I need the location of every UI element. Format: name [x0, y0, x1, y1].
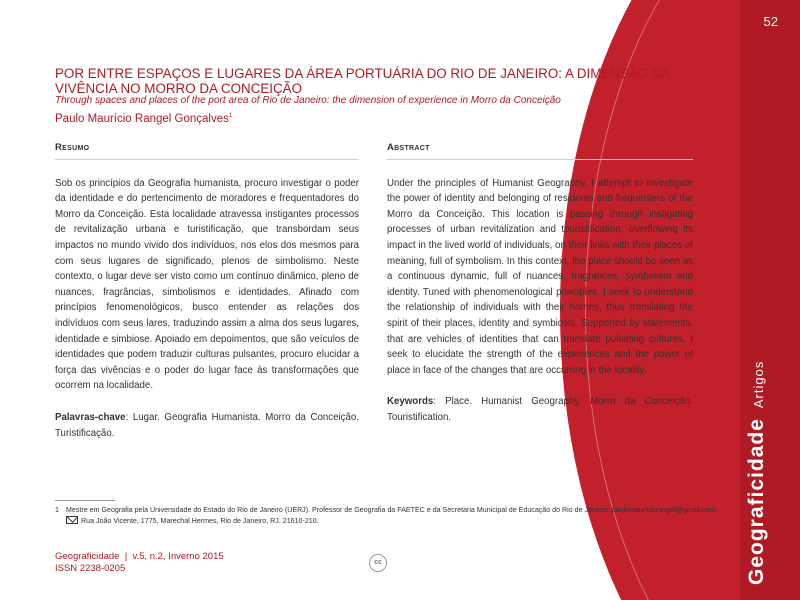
author-text: Paulo Maurício Rangel Gonçalves: [55, 113, 229, 125]
journal-issn: ISSN 2238-0205: [55, 563, 126, 574]
footnote-divider: [55, 500, 115, 501]
author-footnote-marker[interactable]: 1: [228, 113, 233, 120]
resumo-keywords-label: Palavras-chave: [55, 411, 126, 423]
footnote-address-text: Rua João Vicente, 1775, Marechal Hermes, Rio de Janeiro, RJ. 21610-210.: [81, 517, 319, 525]
author-name: [55, 113, 232, 125]
abstract-column: [387, 140, 693, 426]
resumo-keywords: [55, 410, 359, 441]
journal-name-vertical: Geograficidade: [745, 418, 768, 585]
resumo-divider: [55, 159, 359, 160]
resumo-column: [55, 140, 359, 441]
footnote-text: Mestre em Geografia pela Universidade do Estado do Rio de Janeiro (UERJ). Professor de Geografia da FAETEC e da Secretaria Municipal de Educação do Rio de Janeiro. paulomauriciorangel@gmail.com.: [66, 506, 718, 514]
footnote-number: 1: [55, 506, 59, 514]
section-name-vertical: Artigos: [751, 360, 766, 409]
abstract-keywords-label: Keywords: [387, 396, 434, 408]
vertical-journal-label: [745, 361, 769, 585]
resumo-keywords-text: : Lugar. Geografia Humanista. Morro da Conceição. Turistificação.: [55, 411, 359, 439]
envelope-icon: [66, 516, 78, 524]
footnote: [55, 505, 720, 527]
creative-commons-icon[interactable]: cc: [369, 554, 387, 572]
abstract-body: Under the principles of Humanist Geography, I attempt to investigate the power of identity and belonging of residents and frequenters of the Morro da Conceição. This location is passing through instigating processes of urban revitalization and touristification, overflowing its impact in the lived world of individuals, on their links with their places of meaning, full of symbolism. In this context, the place should be seen as a continuous dynamic, full of nuances, fragrances, symbolism and identity. Tuned with phenomenological principles, I seek to understand the relationship of individuals with their homes, thus translating the spirit of their places, identity and symbiosis. Supported by statements, that are vehicles of identities that can translate pulsating cultures, I seek to elucidate the strength of the experiences and the power of place in face of the changes that are occurring in the locality.: [387, 177, 693, 376]
abstract-heading: Abstract: [387, 142, 430, 153]
article-title-english: Through spaces and places of the port area of Rio de Janeiro: the dimension of experience in Morro da Conceição: [55, 95, 561, 106]
resumo-body: Sob os princípios da Geografia humanista, procuro investigar o poder da identidade e do pertencimento de moradores e frequentadores do Morro da Conceição. Esta localidade atravessa instigantes processos de revitalização urbana e turistificação, que transbordam seus impactos no mundo vivido dos indivíduos, nos elos dos mesmos para com seus lugares de significado, plenos de simbolismo. Neste contexto, o lugar deve ser visto como um contínuo dinâmico, pleno de nuances, fragrâncias, simbolismos e identidades. Afinado com princípios fenomenológicos, busco entender as relações dos indivíduos com seus lares, traduzindo assim a alma dos seus lugares, identidade e simbiose. Apoiado em depoimentos, que são veículos de identidades que podem traduzir culturas pulsantes, procuro elucidar a força das vivências e o poder do lugar face às transformações que ocorrem na localidade.: [55, 177, 359, 392]
footnote-address: [66, 516, 720, 527]
journal-citation: Geograficidade | v.5, n.2, Inverno 2015: [55, 551, 224, 562]
article-title-portuguese: POR ENTRE ESPAÇOS E LUGARES DA ÁREA PORTUÁRIA DO RIO DE JANEIRO: A DIMENSÃO DA VIVÊNCIA NO MORRO DA CONCEIÇÃO: [55, 66, 670, 96]
journal-footer: [55, 551, 224, 575]
abstract-keywords: [387, 394, 693, 425]
page-number: 52: [763, 14, 778, 29]
abstract-divider: [387, 159, 693, 160]
abstract-keywords-text: : Place. Humanist Geography. Morro da Conceição. Touristification.: [387, 396, 693, 423]
resumo-heading: Resumo: [55, 142, 90, 153]
